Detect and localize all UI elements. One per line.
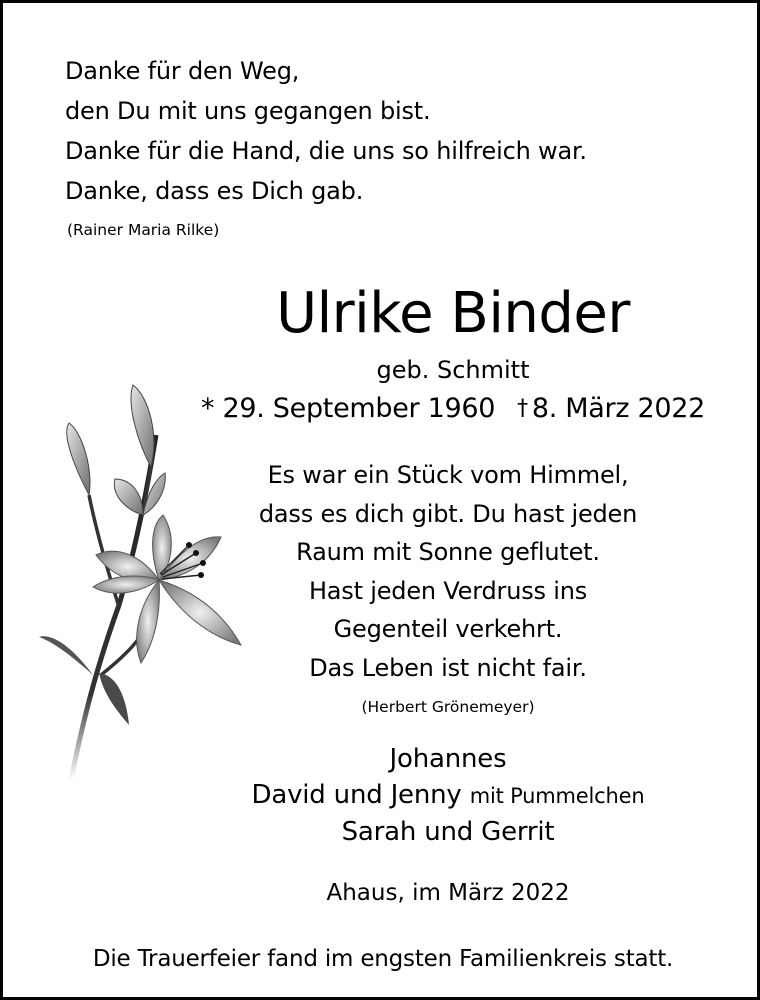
poem-line: Es war ein Stück vom Himmel, <box>267 461 629 489</box>
poem-line: Hast jeden Verdruss ins <box>308 576 588 605</box>
intro-quote-line: Danke für die Hand, die uns so hilfreich war. <box>65 137 587 165</box>
intro-quote-line: Danke für den Weg, <box>65 57 300 85</box>
closing-note: Die Trauerfeier fand im engsten Familienkreis statt. <box>92 946 674 972</box>
death-cross-icon: † <box>517 396 528 421</box>
family-note: mit Pummelchen <box>469 784 645 808</box>
intro-quote <box>65 51 587 239</box>
birth-date: * 29. September 1960 <box>201 393 496 424</box>
poem-line: Das Leben ist nicht fair. <box>309 653 587 682</box>
intro-quote-attribution: (Rainer Maria Rilke) <box>67 221 220 239</box>
place-date: Ahaus, im März 2022 <box>326 880 570 906</box>
poem-attribution: (Herbert Grönemeyer) <box>361 697 535 716</box>
intro-quote-line: den Du mit uns gegangen bist. <box>65 97 431 125</box>
intro-quote-line: Danke, dass es Dich gab. <box>65 177 364 205</box>
deceased-name: Ulrike Binder <box>276 281 630 346</box>
family-line: Johannes <box>389 744 507 774</box>
family-line <box>188 777 708 814</box>
poem-line: Raum mit Sonne geflutet. <box>296 538 600 567</box>
death-date: 8. März 2022 <box>531 393 705 424</box>
family-names: David und Jenny <box>251 780 462 810</box>
poem-line: Gegenteil verkehrt. <box>333 615 563 644</box>
life-dates <box>153 392 753 426</box>
maiden-name: geb. Schmitt <box>376 356 530 384</box>
poem-line: dass es dich gibt. Du hast jeden <box>258 499 638 528</box>
poem <box>188 456 708 716</box>
family-line: Sarah und Gerrit <box>341 817 555 847</box>
family-signatures <box>188 741 708 850</box>
